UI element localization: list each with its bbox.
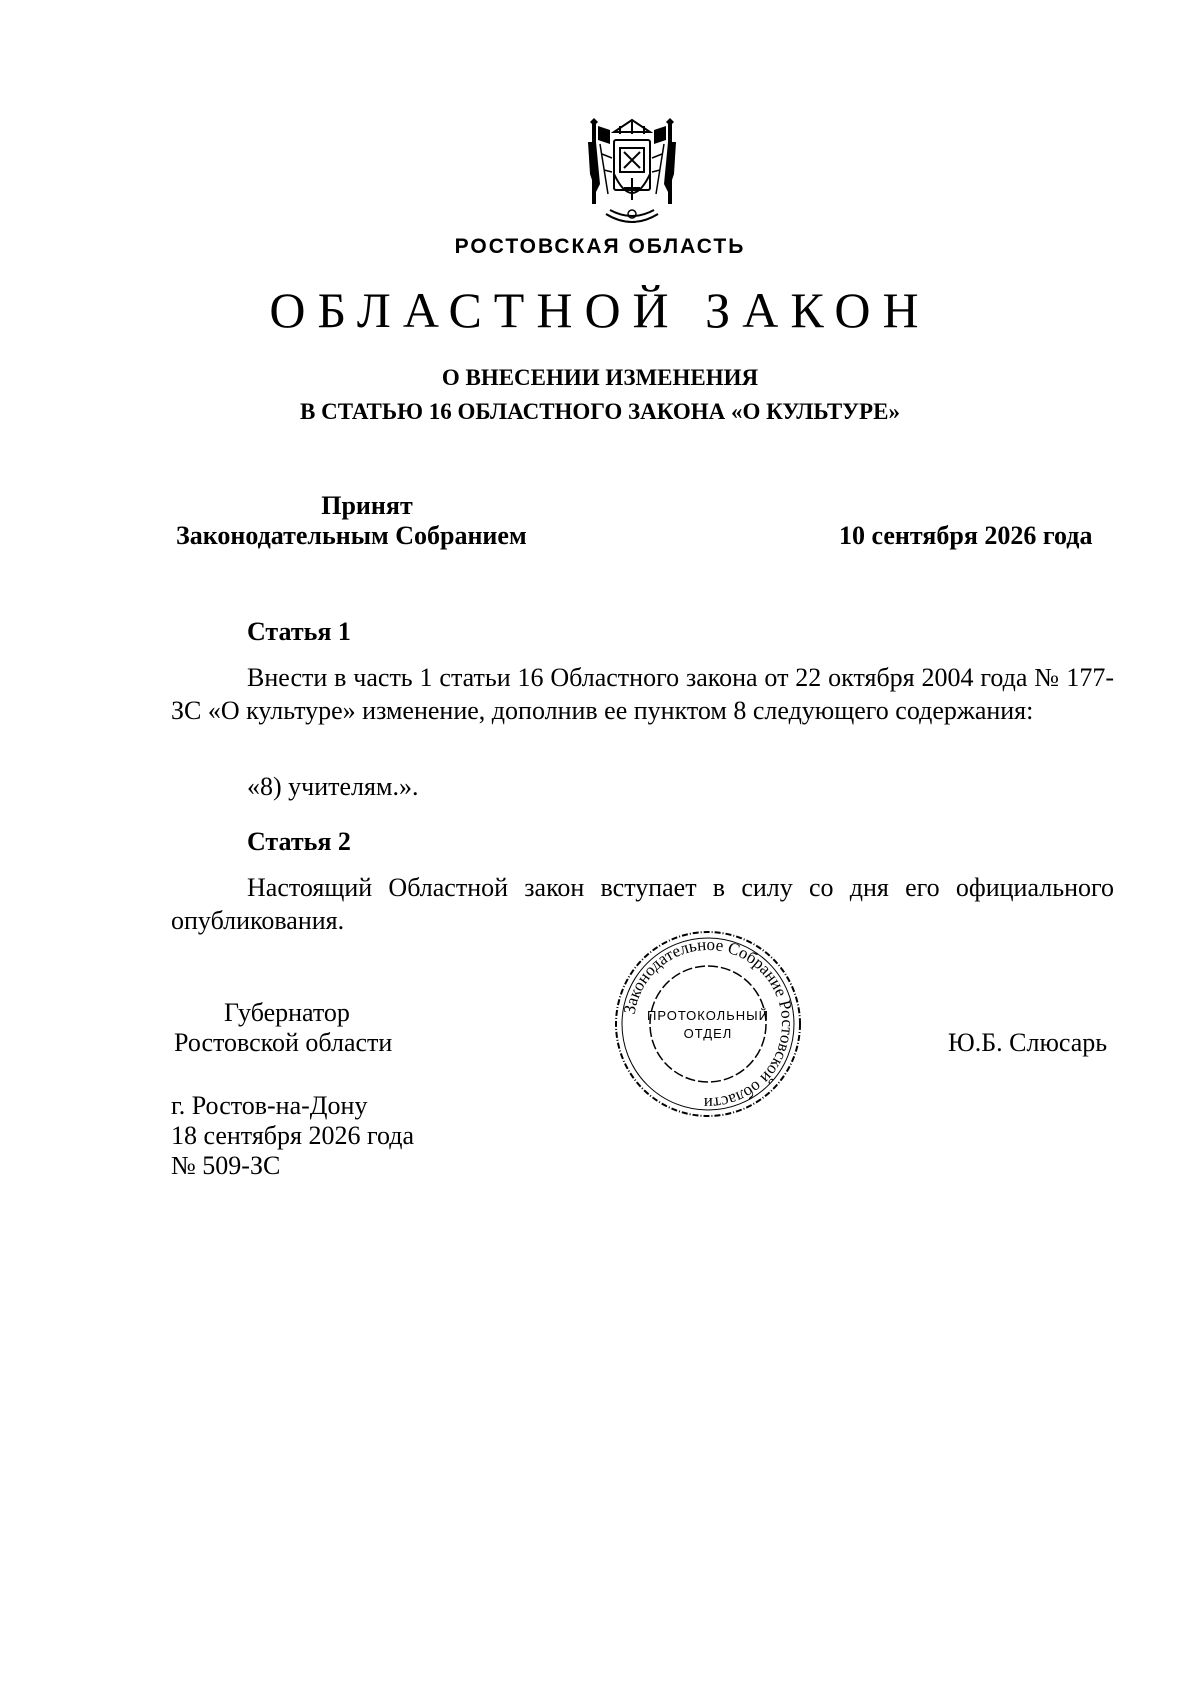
region-name: РОСТОВСКАЯ ОБЛАСТЬ [454,235,746,258]
seal-inner-line-1: ПРОТОКОЛЬНЫЙ [646,1008,770,1023]
signatory-position-line-1: Губернатор [224,998,350,1027]
signatory-name: Ю.Б. Слюсарь [948,1028,1108,1057]
seal-ring-text: Законодательное Собрание Ростовской области [619,934,798,1114]
adoption-date: 10 сентября 2026 года [839,521,1093,550]
article-1-text: Внести в часть 1 статьи 16 Областного закона от 22 октября 2004 года № 177-ЗС «О культуре» изменение, дополнив ее пунктом 8 следующего содержания: [171,663,1114,725]
official-seal-stamp [608,924,808,1124]
svg-text:Законодательное Собрание Росто [620,935,797,1113]
coat-of-arms-emblem [584,114,680,232]
adopted-label: Принят [321,491,413,520]
adopted-by-label: Законодательным Собранием [176,521,527,550]
seal-inner-line-2: ОТДЕЛ [683,1026,733,1041]
signatory-position-line-2: Ростовской области [174,1028,393,1057]
law-title-line-1: О ВНЕСЕНИИ ИЗМЕНЕНИЯ [441,365,759,390]
article-1-heading: Статья 1 [247,617,351,646]
law-title-line-2: В СТАТЬЮ 16 ОБЛАСТНОГО ЗАКОНА «О КУЛЬТУРЕ» [300,399,900,424]
article-2-text: Настоящий Областной закон вступает в силу со дня его официального опубликования. [171,873,1114,935]
document-type: ОБЛАСТНОЙ ЗАКОН [269,282,931,338]
law-number: № 509-ЗС [171,1151,281,1180]
article-1-quote: «8) учителям.». [247,772,419,801]
signing-date: 18 сентября 2026 года [171,1121,415,1150]
article-2-heading: Статья 2 [247,827,351,856]
signing-place: г. Ростов-на-Дону [171,1091,368,1120]
